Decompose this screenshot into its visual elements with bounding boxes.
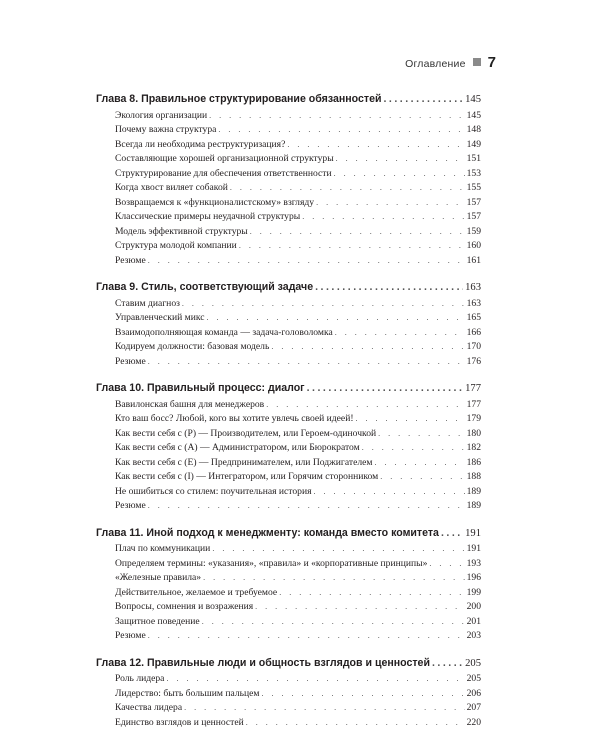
- dot-leader: [302, 210, 464, 225]
- chapter-page: 205: [465, 657, 481, 669]
- toc-entry[interactable]: [96, 239, 481, 254]
- toc-entry[interactable]: [96, 210, 481, 225]
- entry-title: Качества лидера: [115, 702, 183, 713]
- dot-leader: [184, 701, 465, 716]
- entry-title: Как вести себя с (E) — Предпринимателем, или Поджигателем: [115, 456, 373, 468]
- dot-leader: [334, 167, 465, 182]
- toc-entry[interactable]: [96, 138, 481, 153]
- toc-entry[interactable]: [96, 542, 481, 557]
- entry-page: 177: [466, 398, 481, 410]
- entry-page: 165: [466, 312, 481, 323]
- entry-title: Защитное поведение: [115, 615, 200, 627]
- toc-entry[interactable]: [96, 687, 481, 702]
- entry-title: Составляющие хорошей организационной структуры: [115, 153, 334, 164]
- toc-entry[interactable]: [96, 196, 481, 211]
- entry-page: 166: [466, 326, 481, 338]
- dot-leader: [279, 586, 464, 601]
- dot-leader: [307, 381, 464, 397]
- entry-title: Резюме: [115, 630, 146, 641]
- toc-chapter: [96, 381, 481, 514]
- entry-page: 148: [466, 124, 481, 135]
- dot-leader: [429, 557, 464, 572]
- dot-leader: [230, 181, 465, 196]
- toc-chapter: [96, 656, 481, 731]
- dot-leader: [383, 92, 463, 108]
- entry-page: 191: [466, 543, 481, 554]
- toc-entry[interactable]: [96, 441, 481, 456]
- dot-leader: [255, 600, 464, 615]
- entry-page: 206: [466, 687, 481, 699]
- toc-entry[interactable]: [96, 398, 481, 413]
- toc-entry[interactable]: [96, 716, 481, 731]
- entry-page: 205: [466, 673, 481, 684]
- dot-leader: [356, 412, 465, 427]
- section-label: Оглавление: [405, 58, 466, 70]
- dot-leader: [148, 499, 465, 514]
- entry-title: Плач по коммуникации: [115, 543, 211, 554]
- toc-entry[interactable]: [96, 355, 481, 370]
- entry-page: 199: [466, 586, 481, 598]
- entry-page: 182: [466, 442, 481, 453]
- toc-entry[interactable]: [96, 311, 481, 326]
- toc-entry[interactable]: [96, 499, 481, 514]
- dot-leader: [271, 340, 464, 355]
- toc-entry[interactable]: [96, 152, 481, 167]
- toc-chapter: [96, 92, 481, 268]
- entry-page: 157: [466, 196, 481, 208]
- entry-page: 176: [466, 355, 481, 367]
- dot-leader: [314, 485, 465, 500]
- dot-leader: [441, 526, 463, 542]
- entry-title: «Железные правила»: [115, 572, 202, 583]
- page-number: 7: [487, 54, 496, 71]
- entry-title: Структурирование для обеспечения ответственности: [115, 167, 332, 179]
- entry-title: Всегда ли необходима реструктуризация?: [115, 138, 286, 150]
- toc-entry[interactable]: [96, 123, 481, 138]
- dot-leader: [266, 398, 464, 413]
- toc-entry[interactable]: [96, 701, 481, 716]
- chapter-heading[interactable]: [96, 526, 481, 542]
- dot-leader: [218, 123, 464, 138]
- dot-leader: [202, 615, 465, 630]
- dot-leader: [261, 687, 464, 702]
- entry-page: 180: [466, 427, 481, 439]
- entry-title: Вавилонская башня для менеджеров: [115, 398, 265, 410]
- toc-entry[interactable]: [96, 340, 481, 355]
- entry-title: Управленческий микс: [115, 312, 205, 323]
- toc-entry[interactable]: [96, 167, 481, 182]
- entry-title: Кто ваш босс? Любой, кого вы хотите увлечь своей идеей!: [115, 413, 354, 424]
- entry-page: 157: [466, 211, 481, 222]
- toc-entry[interactable]: [96, 557, 481, 572]
- entry-title: Как вести себя с (P) — Производителем, или Героем-одиночкой: [115, 427, 377, 439]
- chapter-title: Глава 12. Правильные люди и общность взглядов и ценностей: [96, 656, 430, 669]
- entry-page: 145: [466, 109, 481, 121]
- toc-entry[interactable]: [96, 254, 481, 269]
- toc-entry[interactable]: [96, 412, 481, 427]
- toc-entry[interactable]: [96, 629, 481, 644]
- entry-page: 189: [466, 485, 481, 497]
- entry-title: Почему важна структура: [115, 124, 217, 135]
- table-of-contents: [96, 92, 481, 742]
- chapter-page: 145: [465, 94, 481, 105]
- entry-page: 193: [466, 557, 481, 569]
- entry-title: Не ошибиться со стилем: поучительная история: [115, 485, 312, 497]
- chapter-page: 177: [465, 383, 481, 394]
- entry-page: 163: [466, 297, 481, 309]
- dot-leader: [374, 456, 464, 471]
- entry-title: Взаимодополняющая команда — задача-головоломка: [115, 326, 333, 338]
- dot-leader: [182, 297, 465, 312]
- entry-page: 189: [466, 500, 481, 511]
- toc-entry[interactable]: [96, 615, 481, 630]
- chapter-heading[interactable]: [96, 92, 481, 108]
- toc-entry[interactable]: [96, 109, 481, 124]
- dot-leader: [148, 254, 465, 269]
- entry-title: Роль лидера: [115, 673, 165, 684]
- entry-title: Экология организации: [115, 109, 208, 121]
- entry-title: Резюме: [115, 355, 146, 367]
- toc-chapter: [96, 526, 481, 644]
- toc-entry[interactable]: [96, 571, 481, 586]
- dot-leader: [239, 239, 465, 254]
- chapter-page: 191: [465, 527, 481, 539]
- entry-page: 155: [466, 182, 481, 193]
- toc-entry[interactable]: [96, 485, 481, 500]
- dot-leader: [336, 152, 465, 167]
- dot-leader: [432, 656, 463, 672]
- entry-page: 159: [466, 225, 481, 237]
- dot-leader: [209, 109, 464, 124]
- dot-leader: [315, 280, 463, 296]
- dot-leader: [212, 542, 464, 557]
- toc-chapter: [96, 280, 481, 369]
- entry-page: 151: [466, 153, 481, 164]
- entry-title: Действительное, желаемое и требуемое: [115, 586, 278, 598]
- toc-entry[interactable]: [96, 297, 481, 312]
- entry-page: 179: [466, 413, 481, 424]
- entry-title: Единство взглядов и ценностей: [115, 716, 244, 728]
- entry-page: 153: [466, 167, 481, 179]
- entry-title: Определяем термины: «указания», «правила» и «корпоративные принципы»: [115, 557, 428, 569]
- dot-leader: [166, 672, 464, 687]
- entry-title: Ставим диагноз: [115, 297, 180, 309]
- entry-page: 170: [466, 341, 481, 352]
- toc-entry[interactable]: [96, 470, 481, 485]
- dot-leader: [316, 196, 465, 211]
- toc-entry[interactable]: [96, 600, 481, 615]
- dot-leader: [362, 441, 465, 456]
- entry-page: 201: [466, 615, 481, 627]
- entry-page: 203: [466, 630, 481, 641]
- entry-title: Кодируем должности: базовая модель: [115, 341, 270, 352]
- entry-title: Вопросы, сомнения и возражения: [115, 601, 254, 612]
- square-icon: [473, 58, 481, 66]
- chapter-title: Глава 11. Иной подход к менеджменту: команда вместо комитета: [96, 526, 439, 539]
- entry-page: 160: [466, 240, 481, 251]
- dot-leader: [380, 470, 464, 485]
- entry-page: 188: [466, 471, 481, 482]
- toc-entry[interactable]: [96, 672, 481, 687]
- toc-entry[interactable]: [96, 181, 481, 196]
- chapter-title: Глава 10. Правильный процесс: диалог: [96, 382, 305, 394]
- chapter-heading[interactable]: [96, 280, 481, 296]
- toc-entry[interactable]: [96, 225, 481, 240]
- entry-title: Модель эффективной структуры: [115, 225, 248, 237]
- entry-title: Классические примеры неудачной структуры: [115, 211, 301, 222]
- toc-entry[interactable]: [96, 456, 481, 471]
- dot-leader: [335, 326, 465, 341]
- chapter-title: Глава 8. Правильное структурирование обязанностей: [96, 93, 382, 105]
- entry-title: Лидерство: быть большим пальцем: [115, 687, 260, 699]
- toc-entry[interactable]: [96, 586, 481, 601]
- entry-page: 200: [466, 601, 481, 612]
- entry-page: 220: [466, 716, 481, 728]
- chapter-page: 163: [465, 282, 481, 293]
- entry-page: 186: [466, 456, 481, 468]
- entry-title: Как вести себя с (A) — Администратором, или Бюрократом: [115, 442, 360, 453]
- entry-title: Когда хвост виляет собакой: [115, 182, 228, 193]
- dot-leader: [203, 571, 465, 586]
- entry-title: Как вести себя с (I) — Интегратором, или Горячим сторонником: [115, 471, 379, 482]
- toc-entry[interactable]: [96, 326, 481, 341]
- dot-leader: [287, 138, 464, 153]
- entry-page: 207: [466, 702, 481, 713]
- dot-leader: [148, 355, 465, 370]
- running-head: [405, 54, 496, 71]
- chapter-title: Глава 9. Стиль, соответствующий задаче: [96, 281, 314, 293]
- entry-page: 161: [466, 254, 481, 266]
- dot-leader: [148, 629, 465, 644]
- toc-entry[interactable]: [96, 427, 481, 442]
- dot-leader: [207, 311, 465, 326]
- entry-title: Резюме: [115, 254, 146, 266]
- chapter-heading[interactable]: [96, 381, 481, 397]
- entry-title: Резюме: [115, 500, 146, 511]
- dot-leader: [246, 716, 465, 731]
- entry-title: Возвращаемся к «функционалистскому» взгляду: [115, 196, 315, 208]
- entry-page: 196: [466, 572, 481, 583]
- entry-page: 149: [466, 138, 481, 150]
- entry-title: Структура молодой компании: [115, 240, 237, 251]
- dot-leader: [250, 225, 465, 240]
- dot-leader: [378, 427, 464, 442]
- chapter-heading[interactable]: [96, 656, 481, 672]
